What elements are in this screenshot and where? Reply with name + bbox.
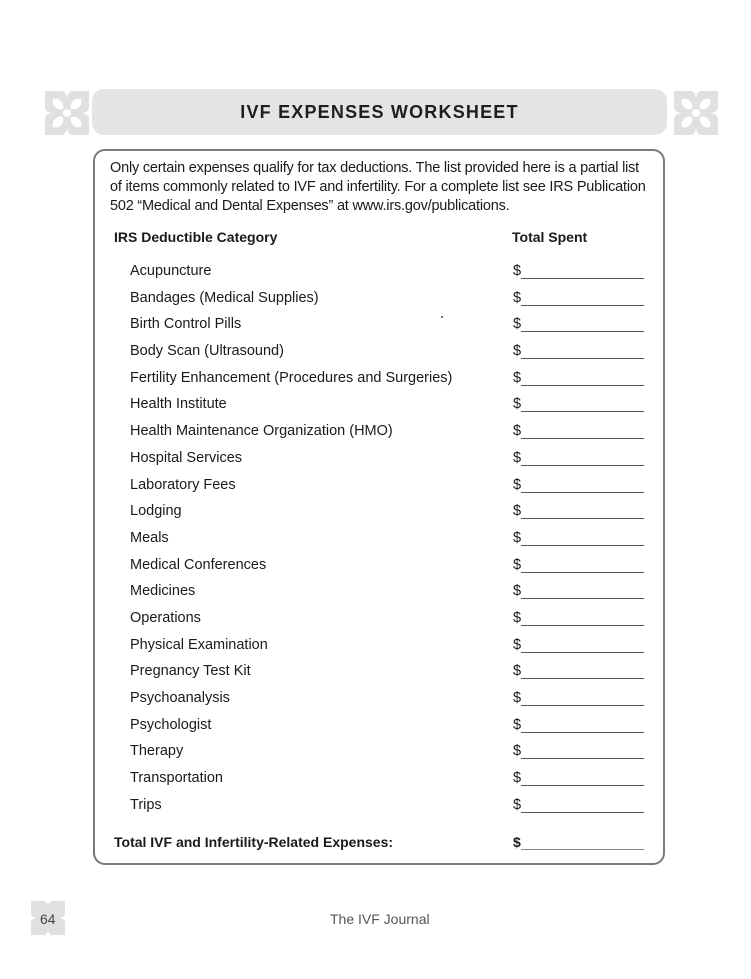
- expense-label: Therapy: [130, 743, 184, 760]
- amount-field[interactable]: [513, 797, 644, 813]
- amount-field[interactable]: [513, 263, 644, 279]
- blank-line: [521, 344, 644, 359]
- blank-line: [521, 611, 644, 626]
- blank-line: [521, 291, 644, 306]
- blank-line: [521, 371, 644, 386]
- blank-line: [521, 835, 644, 850]
- currency-symbol: $: [513, 316, 522, 333]
- expense-label: Physical Examination: [130, 636, 268, 653]
- blank-line: [521, 531, 644, 546]
- expense-label: Health Maintenance Organization (HMO): [130, 423, 393, 440]
- expense-row: [95, 554, 663, 581]
- currency-symbol: $: [513, 449, 522, 466]
- amount-field[interactable]: [513, 370, 644, 386]
- expense-label: Body Scan (Ultrasound): [130, 343, 284, 360]
- blank-line: [521, 451, 644, 466]
- expense-row: [95, 474, 663, 501]
- blank-line: [521, 478, 644, 493]
- title-banner: [92, 89, 667, 135]
- currency-symbol: $: [513, 583, 522, 600]
- worksheet-box: [93, 149, 665, 865]
- amount-field[interactable]: [513, 637, 644, 653]
- currency-symbol: $: [513, 529, 522, 546]
- currency-symbol: $: [513, 690, 522, 706]
- blank-line: [521, 691, 644, 706]
- amount-field[interactable]: [513, 450, 644, 466]
- expense-label: Medical Conferences: [130, 556, 267, 573]
- expense-row: [95, 687, 663, 714]
- amount-field[interactable]: [513, 663, 644, 679]
- amount-field[interactable]: [513, 690, 644, 706]
- blank-line: [521, 771, 644, 786]
- currency-symbol: $: [513, 476, 522, 493]
- amount-field[interactable]: [513, 423, 644, 439]
- expense-label: Fertility Enhancement (Procedures and Surgeries): [130, 369, 453, 386]
- currency-symbol: $: [513, 834, 521, 850]
- expense-label: Health Institute: [130, 396, 227, 413]
- expense-label: Laboratory Fees: [130, 476, 236, 493]
- expense-label: Birth Control Pills: [130, 316, 242, 333]
- amount-field[interactable]: [513, 316, 644, 332]
- currency-symbol: $: [513, 796, 522, 813]
- blank-line: [521, 664, 644, 679]
- blank-line: [521, 584, 644, 599]
- expense-row: [95, 367, 663, 394]
- amount-field[interactable]: [513, 396, 644, 412]
- expense-row: [95, 634, 663, 661]
- currency-symbol: $: [513, 716, 522, 733]
- blank-line: [521, 317, 644, 332]
- expense-list: [95, 260, 663, 820]
- expense-label: Meals: [130, 529, 169, 546]
- blank-line: [521, 264, 644, 279]
- expense-label: Psychologist: [130, 716, 212, 733]
- expense-row: [95, 287, 663, 314]
- expense-row: [95, 794, 663, 821]
- flower-ornament-icon: [45, 91, 89, 135]
- amount-field[interactable]: [513, 290, 644, 306]
- expense-label: Transportation: [130, 770, 223, 787]
- amount-field[interactable]: [513, 583, 644, 599]
- currency-symbol: $: [513, 289, 522, 306]
- currency-symbol: $: [513, 423, 522, 440]
- expense-row: [95, 500, 663, 527]
- currency-symbol: $: [513, 609, 522, 626]
- expense-row: [95, 607, 663, 634]
- amount-field[interactable]: [513, 530, 644, 546]
- expense-label: Trips: [130, 796, 162, 813]
- intro-text: Only certain expenses qualify for tax deductions. The list provided here is a partial list of items commonly related to IVF and infertility. For a complete list see IRS Publication 502 “Medical and Dental Expenses” at www.irs.gov/publications.: [110, 160, 646, 214]
- blank-line: [521, 424, 644, 439]
- page-title: IVF EXPENSES WORKSHEET: [240, 101, 519, 122]
- expense-row: [95, 660, 663, 687]
- currency-symbol: $: [513, 263, 522, 279]
- expense-row: [95, 260, 663, 287]
- currency-symbol: $: [513, 743, 522, 760]
- column-header-total: Total Spent: [512, 229, 588, 245]
- expense-label: Acupuncture: [130, 263, 212, 279]
- blank-line: [521, 718, 644, 733]
- blank-line: [521, 798, 644, 813]
- expense-row: [95, 580, 663, 607]
- currency-symbol: $: [513, 770, 522, 787]
- expense-row: [95, 527, 663, 554]
- amount-field[interactable]: [513, 343, 644, 359]
- page-number: 64: [40, 911, 56, 927]
- amount-field[interactable]: [513, 717, 644, 733]
- expense-row: [95, 420, 663, 447]
- expense-row: [95, 393, 663, 420]
- flower-ornament-icon: [674, 91, 718, 135]
- currency-symbol: $: [513, 343, 522, 360]
- expense-label: Hospital Services: [130, 449, 243, 466]
- expense-row: [95, 714, 663, 741]
- expense-label: Lodging: [130, 503, 182, 520]
- currency-symbol: $: [513, 369, 522, 386]
- amount-field[interactable]: [513, 503, 644, 519]
- amount-field[interactable]: [513, 770, 644, 786]
- total-row: [95, 834, 663, 856]
- total-amount-field[interactable]: [513, 834, 644, 850]
- currency-symbol: $: [513, 503, 522, 520]
- currency-symbol: $: [513, 396, 522, 413]
- scan-speck: [441, 316, 443, 318]
- expense-row: [95, 340, 663, 367]
- blank-line: [521, 397, 644, 412]
- column-header-category: IRS Deductible Category: [114, 229, 278, 245]
- blank-line: [521, 504, 644, 519]
- expense-row: [95, 740, 663, 767]
- expense-row: [95, 447, 663, 474]
- amount-field[interactable]: [513, 610, 644, 626]
- expense-label: Medicines: [130, 583, 196, 600]
- amount-field[interactable]: [513, 477, 644, 493]
- currency-symbol: $: [513, 636, 522, 653]
- expense-label: Pregnancy Test Kit: [130, 663, 251, 680]
- expense-label: Bandages (Medical Supplies): [130, 289, 319, 306]
- expense-row: [95, 767, 663, 794]
- currency-symbol: $: [513, 556, 522, 573]
- total-label: Total IVF and Infertility-Related Expenses:: [114, 834, 394, 850]
- amount-field[interactable]: [513, 557, 644, 573]
- expense-label: Psychoanalysis: [130, 690, 230, 706]
- expense-row: [95, 313, 663, 340]
- book-title: The IVF Journal: [330, 911, 430, 927]
- blank-line: [521, 638, 644, 653]
- blank-line: [521, 558, 644, 573]
- expense-label: Operations: [130, 609, 201, 626]
- currency-symbol: $: [513, 663, 522, 680]
- blank-line: [521, 744, 644, 759]
- amount-field[interactable]: [513, 743, 644, 759]
